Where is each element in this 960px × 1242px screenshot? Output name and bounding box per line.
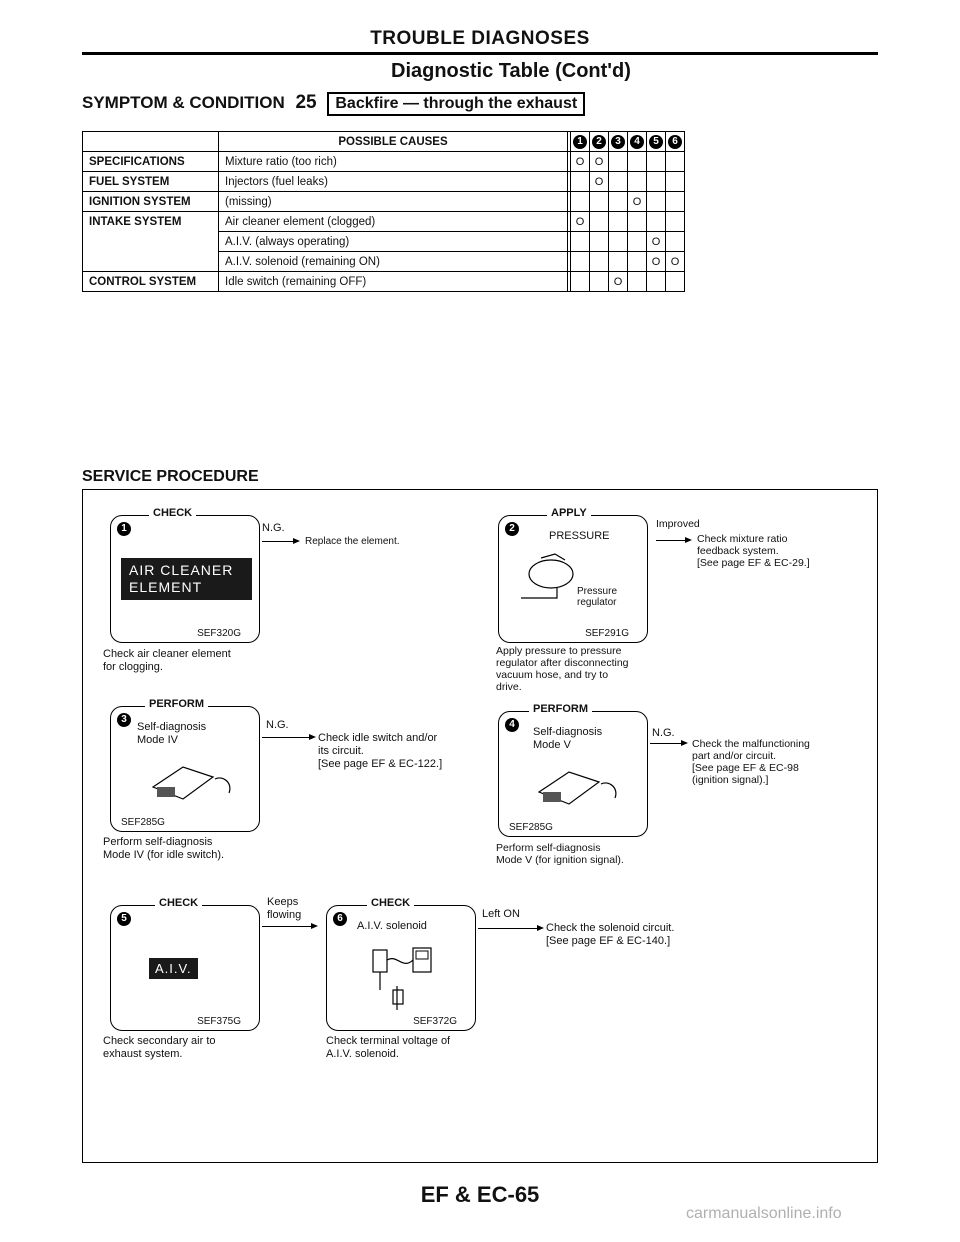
row-category: CONTROL SYSTEM xyxy=(83,272,219,292)
table-header-blank xyxy=(83,132,219,152)
row-mark xyxy=(628,232,647,252)
row-cause: A.I.V. solenoid (remaining ON) xyxy=(219,252,568,272)
step-sub: A.I.V. solenoid xyxy=(357,920,427,932)
step-2-result xyxy=(697,533,810,569)
row-mark xyxy=(609,252,628,272)
step-3-result xyxy=(318,732,442,771)
row-mark xyxy=(628,172,647,192)
row-mark: O xyxy=(628,192,647,212)
caption-line: Perform self-diagnosis xyxy=(496,842,601,854)
caption-line: for clogging. xyxy=(103,661,163,673)
caption-line: Check terminal voltage of xyxy=(326,1035,451,1047)
consult-tester-icon xyxy=(143,757,243,807)
result-line: [See page EF & EC-122.] xyxy=(318,758,443,770)
figure-code: SEF375G xyxy=(197,1016,241,1027)
row-mark: O xyxy=(571,152,590,172)
step-badge: 6 xyxy=(333,912,347,926)
col-header-6 xyxy=(666,132,685,152)
step-4-box xyxy=(498,703,648,837)
step-5-caption xyxy=(103,1035,216,1061)
step-badge: 2 xyxy=(505,522,519,536)
result-line: part and/or circuit. xyxy=(692,750,777,762)
row-mark xyxy=(609,172,628,192)
sub-line: Mode V xyxy=(533,739,571,751)
caption-line: vacuum hose, and try to xyxy=(496,669,609,681)
arrow-icon xyxy=(650,743,682,744)
row-mark: O xyxy=(609,272,628,292)
step-head: CHECK xyxy=(155,897,202,909)
row-mark xyxy=(609,232,628,252)
row-mark: O xyxy=(647,232,666,252)
table-row xyxy=(83,252,685,272)
arrow-icon xyxy=(478,928,538,929)
caption-line: exhaust system. xyxy=(103,1048,183,1060)
row-mark: O xyxy=(590,172,609,192)
service-procedure-title: SERVICE PROCEDURE xyxy=(82,468,259,485)
row-mark: O xyxy=(647,252,666,272)
step-6-result xyxy=(546,922,674,948)
col-header-5 xyxy=(647,132,666,152)
page-number: EF & EC-65 xyxy=(420,1182,540,1207)
sub-line: Self-diagnosis xyxy=(137,721,207,733)
row-mark xyxy=(628,212,647,232)
step-5-box xyxy=(110,897,260,1031)
label-line: ELEMENT xyxy=(129,579,203,595)
caption-line: Perform self-diagnosis xyxy=(103,836,213,848)
col-header-3 xyxy=(609,132,628,152)
row-mark xyxy=(609,152,628,172)
symptom-box: Backfire — through the exhaust xyxy=(327,92,585,116)
row-mark xyxy=(628,272,647,292)
row-mark xyxy=(628,152,647,172)
figure-code: SEF372G xyxy=(413,1016,457,1027)
step-3-box xyxy=(110,698,260,832)
row-cause: Injectors (fuel leaks) xyxy=(219,172,568,192)
step-3-branch: N.G. xyxy=(266,719,289,731)
row-mark xyxy=(571,252,590,272)
row-mark xyxy=(590,252,609,272)
result-line: its circuit. xyxy=(318,745,364,757)
arrow-icon xyxy=(262,541,294,542)
part-line: Pressure xyxy=(577,586,618,597)
step-head: PERFORM xyxy=(145,698,208,710)
table-row xyxy=(83,232,685,252)
label-line: AIR CLEANER xyxy=(129,562,234,578)
row-cause: Air cleaner element (clogged) xyxy=(219,212,568,232)
table-row xyxy=(83,152,685,172)
diagnostic-table xyxy=(82,131,685,292)
step-badge: 3 xyxy=(117,713,131,727)
arrow-icon xyxy=(262,737,310,738)
arrow-icon xyxy=(656,540,686,541)
step-4-branch: N.G. xyxy=(652,727,675,739)
row-category: INTAKE SYSTEM xyxy=(83,212,219,232)
branch-line: flowing xyxy=(267,909,302,921)
result-line: Check the solenoid circuit. xyxy=(546,922,675,934)
step-1-box xyxy=(110,507,260,643)
table-row xyxy=(83,172,685,192)
voltmeter-icon xyxy=(367,940,447,1020)
row-mark xyxy=(666,212,685,232)
row-mark xyxy=(571,192,590,212)
step-head: CHECK xyxy=(149,507,196,519)
step-6-box xyxy=(326,897,476,1031)
row-category xyxy=(83,252,219,272)
table-row xyxy=(83,272,685,292)
symptom-line xyxy=(82,92,585,116)
step-3-caption xyxy=(103,836,224,862)
result-line: (ignition signal).] xyxy=(692,774,769,786)
step-1-result: Replace the element. xyxy=(305,536,400,547)
step-2-branch: Improved xyxy=(656,518,700,530)
row-mark xyxy=(590,192,609,212)
consult-tester-icon xyxy=(529,762,629,812)
col-header-4 xyxy=(628,132,647,152)
figure-code: SEF285G xyxy=(509,822,553,833)
row-category: SPECIFICATIONS xyxy=(83,152,219,172)
caption-line: Mode IV (for idle switch). xyxy=(103,849,225,861)
sub-line: Mode IV xyxy=(137,734,178,746)
step-head: CHECK xyxy=(367,897,414,909)
caption-line: drive. xyxy=(496,681,522,693)
result-line: [See page EF & EC-29.] xyxy=(697,557,810,569)
row-mark: O xyxy=(666,252,685,272)
row-mark xyxy=(666,232,685,252)
watermark-text: carmanualsonline.info xyxy=(686,1205,842,1222)
row-mark xyxy=(647,172,666,192)
sub-line: Self-diagnosis xyxy=(533,726,603,738)
result-line: feedback system. xyxy=(697,545,779,557)
step-badge: 5 xyxy=(117,912,131,926)
row-mark xyxy=(666,192,685,212)
column-badge: 1 xyxy=(573,135,587,149)
part-label xyxy=(577,586,617,608)
table-header-label: POSSIBLE CAUSES xyxy=(219,132,568,152)
row-mark: O xyxy=(571,212,590,232)
figure-code: SEF285G xyxy=(121,817,165,828)
column-badge: 6 xyxy=(668,135,682,149)
row-mark xyxy=(666,172,685,192)
row-mark xyxy=(647,192,666,212)
row-mark xyxy=(628,252,647,272)
row-mark xyxy=(647,212,666,232)
step-badge: 4 xyxy=(505,718,519,732)
row-mark xyxy=(647,152,666,172)
step-sub: PRESSURE xyxy=(549,530,610,542)
row-mark xyxy=(571,272,590,292)
step-5-branch xyxy=(267,896,301,922)
row-mark xyxy=(571,172,590,192)
step-badge: 1 xyxy=(117,522,131,536)
page-subtitle: Diagnostic Table (Cont'd) xyxy=(391,60,631,82)
row-cause: Mixture ratio (too rich) xyxy=(219,152,568,172)
step-6-branch: Left ON xyxy=(482,908,520,920)
result-line: [See page EF & EC-98 xyxy=(692,762,799,774)
branch-line: Keeps xyxy=(267,896,299,908)
row-mark xyxy=(609,192,628,212)
row-cause: Idle switch (remaining OFF) xyxy=(219,272,568,292)
row-category: IGNITION SYSTEM xyxy=(83,192,219,212)
step-6-caption xyxy=(326,1035,450,1061)
result-line: Check mixture ratio xyxy=(697,533,788,545)
header-rule xyxy=(82,52,878,55)
col-header-2 xyxy=(590,132,609,152)
aiv-label: A.I.V. xyxy=(149,958,198,979)
caption-line: Check air cleaner element xyxy=(103,648,231,660)
table-row xyxy=(83,192,685,212)
step-2-caption xyxy=(496,645,629,693)
row-category: FUEL SYSTEM xyxy=(83,172,219,192)
air-cleaner-label xyxy=(121,558,252,600)
row-mark: O xyxy=(590,152,609,172)
symptom-label: SYMPTOM & CONDITION xyxy=(82,93,285,112)
figure-code: SEF320G xyxy=(197,628,241,639)
row-mark xyxy=(590,212,609,232)
caption-line: regulator after disconnecting xyxy=(496,657,629,669)
row-mark xyxy=(609,212,628,232)
row-mark xyxy=(571,232,590,252)
column-badge: 4 xyxy=(630,135,644,149)
step-head: APPLY xyxy=(547,507,591,519)
caption-line: Check secondary air to xyxy=(103,1035,216,1047)
row-cause: A.I.V. (always operating) xyxy=(219,232,568,252)
part-line: regulator xyxy=(577,597,617,608)
table-row xyxy=(83,212,685,232)
row-category xyxy=(83,232,219,252)
column-badge: 5 xyxy=(649,135,663,149)
step-sub xyxy=(533,726,602,752)
result-line: [See page EF & EC-140.] xyxy=(546,935,671,947)
figure-code: SEF291G xyxy=(585,628,629,639)
arrow-icon xyxy=(262,926,312,927)
caption-line: Mode V (for ignition signal). xyxy=(496,854,624,866)
step-head: PERFORM xyxy=(529,703,592,715)
symptom-number: 25 xyxy=(295,92,317,113)
column-badge: 3 xyxy=(611,135,625,149)
row-mark xyxy=(666,272,685,292)
result-line: Check idle switch and/or xyxy=(318,732,438,744)
row-mark xyxy=(647,272,666,292)
page-header-title: TROUBLE DIAGNOSES xyxy=(370,28,590,49)
result-line: Check the malfunctioning xyxy=(692,738,810,750)
step-4-caption xyxy=(496,842,624,866)
row-mark xyxy=(590,272,609,292)
step-2-box xyxy=(498,507,648,643)
row-cause: (missing) xyxy=(219,192,568,212)
step-1-branch: N.G. xyxy=(262,522,285,534)
step-4-result xyxy=(692,738,810,786)
caption-line: A.I.V. solenoid. xyxy=(326,1048,399,1060)
table-header-row xyxy=(83,132,685,152)
row-mark xyxy=(590,232,609,252)
step-1-caption xyxy=(103,648,231,674)
row-mark xyxy=(666,152,685,172)
col-header-1 xyxy=(571,132,590,152)
caption-line: Apply pressure to pressure xyxy=(496,645,622,657)
step-sub xyxy=(137,721,206,747)
column-badge: 2 xyxy=(592,135,606,149)
